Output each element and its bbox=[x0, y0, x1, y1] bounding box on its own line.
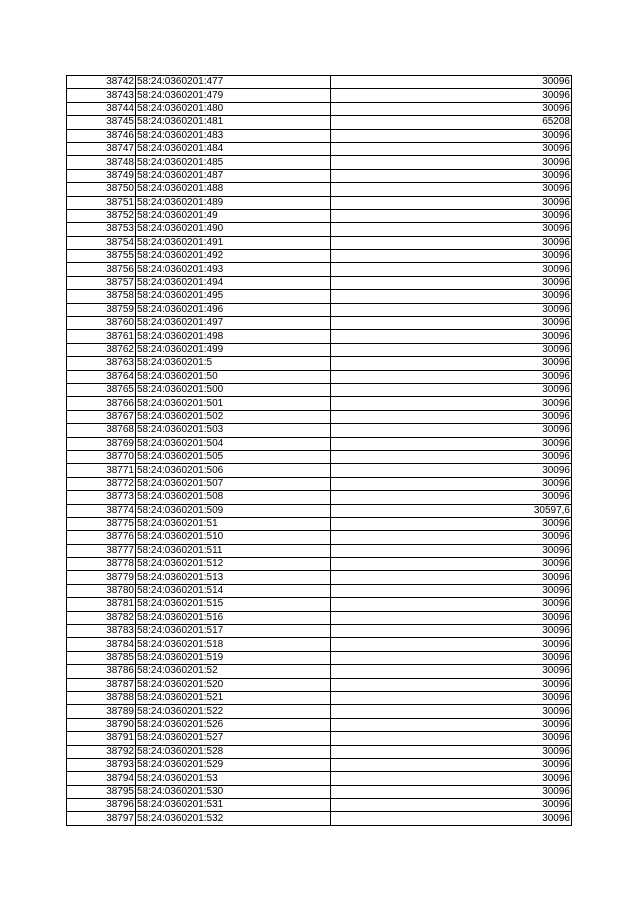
value-cell: 30597,6 bbox=[331, 504, 572, 517]
table-row bbox=[67, 665, 572, 678]
value-cell: 30096 bbox=[331, 223, 572, 236]
table-row bbox=[67, 116, 572, 129]
value-cell: 30096 bbox=[331, 651, 572, 664]
value-cell: 30096 bbox=[331, 799, 572, 812]
cadastral-number-cell: 58:24:0360201:519 bbox=[136, 651, 331, 664]
row-number-cell: 38747 bbox=[67, 142, 136, 155]
cadastral-number-cell: 58:24:0360201:532 bbox=[136, 812, 331, 825]
cadastral-number-cell: 58:24:0360201:526 bbox=[136, 718, 331, 731]
table-row bbox=[67, 410, 572, 423]
value-cell: 30096 bbox=[331, 584, 572, 597]
cadastral-number-cell: 58:24:0360201:529 bbox=[136, 758, 331, 771]
row-number-cell: 38781 bbox=[67, 598, 136, 611]
value-cell: 30096 bbox=[331, 598, 572, 611]
value-cell: 30096 bbox=[331, 665, 572, 678]
row-number-cell: 38773 bbox=[67, 491, 136, 504]
cadastral-number-cell: 58:24:0360201:516 bbox=[136, 611, 331, 624]
value-cell: 30096 bbox=[331, 705, 572, 718]
cadastral-number-cell: 58:24:0360201:506 bbox=[136, 464, 331, 477]
row-number-cell: 38760 bbox=[67, 317, 136, 330]
value-cell: 30096 bbox=[331, 209, 572, 222]
cadastral-number-cell: 58:24:0360201:498 bbox=[136, 330, 331, 343]
table-row bbox=[67, 303, 572, 316]
row-number-cell: 38788 bbox=[67, 691, 136, 704]
value-cell: 30096 bbox=[331, 812, 572, 825]
row-number-cell: 38753 bbox=[67, 223, 136, 236]
table-row bbox=[67, 678, 572, 691]
value-cell: 30096 bbox=[331, 638, 572, 651]
row-number-cell: 38795 bbox=[67, 785, 136, 798]
value-cell: 30096 bbox=[331, 183, 572, 196]
table-row bbox=[67, 357, 572, 370]
cadastral-number-cell: 58:24:0360201:484 bbox=[136, 142, 331, 155]
table-row bbox=[67, 370, 572, 383]
value-cell: 30096 bbox=[331, 611, 572, 624]
table-row bbox=[67, 169, 572, 182]
table-row bbox=[67, 718, 572, 731]
cadastral-number-cell: 58:24:0360201:53 bbox=[136, 772, 331, 785]
value-cell: 30096 bbox=[331, 464, 572, 477]
table-row bbox=[67, 76, 572, 89]
value-cell: 30096 bbox=[331, 732, 572, 745]
row-number-cell: 38787 bbox=[67, 678, 136, 691]
cadastral-number-cell: 58:24:0360201:487 bbox=[136, 169, 331, 182]
table-row bbox=[67, 142, 572, 155]
cadastral-number-cell: 58:24:0360201:491 bbox=[136, 236, 331, 249]
table-row bbox=[67, 236, 572, 249]
value-cell: 30096 bbox=[331, 437, 572, 450]
row-number-cell: 38776 bbox=[67, 531, 136, 544]
table-row bbox=[67, 156, 572, 169]
cadastral-number-cell: 58:24:0360201:517 bbox=[136, 625, 331, 638]
row-number-cell: 38779 bbox=[67, 571, 136, 584]
cadastral-number-cell: 58:24:0360201:530 bbox=[136, 785, 331, 798]
cadastral-number-cell: 58:24:0360201:495 bbox=[136, 290, 331, 303]
cadastral-number-cell: 58:24:0360201:500 bbox=[136, 383, 331, 396]
cadastral-number-cell: 58:24:0360201:51 bbox=[136, 517, 331, 530]
row-number-cell: 38759 bbox=[67, 303, 136, 316]
value-cell: 30096 bbox=[331, 303, 572, 316]
cadastral-number-cell: 58:24:0360201:481 bbox=[136, 116, 331, 129]
cadastral-number-cell: 58:24:0360201:512 bbox=[136, 558, 331, 571]
row-number-cell: 38775 bbox=[67, 517, 136, 530]
cadastral-number-cell: 58:24:0360201:510 bbox=[136, 531, 331, 544]
row-number-cell: 38782 bbox=[67, 611, 136, 624]
cadastral-number-cell: 58:24:0360201:490 bbox=[136, 223, 331, 236]
row-number-cell: 38748 bbox=[67, 156, 136, 169]
cadastral-number-cell: 58:24:0360201:514 bbox=[136, 584, 331, 597]
cadastral-number-cell: 58:24:0360201:518 bbox=[136, 638, 331, 651]
table-row bbox=[67, 531, 572, 544]
row-number-cell: 38746 bbox=[67, 129, 136, 142]
value-cell: 30096 bbox=[331, 424, 572, 437]
cadastral-number-cell: 58:24:0360201:509 bbox=[136, 504, 331, 517]
row-number-cell: 38743 bbox=[67, 89, 136, 102]
value-cell: 30096 bbox=[331, 357, 572, 370]
table-row bbox=[67, 732, 572, 745]
value-cell: 30096 bbox=[331, 571, 572, 584]
cadastral-number-cell: 58:24:0360201:480 bbox=[136, 102, 331, 115]
table-row bbox=[67, 785, 572, 798]
row-number-cell: 38794 bbox=[67, 772, 136, 785]
cadastral-value-table bbox=[66, 75, 572, 826]
value-cell: 30096 bbox=[331, 785, 572, 798]
cadastral-number-cell: 58:24:0360201:504 bbox=[136, 437, 331, 450]
value-cell: 30096 bbox=[331, 678, 572, 691]
cadastral-number-cell: 58:24:0360201:50 bbox=[136, 370, 331, 383]
row-number-cell: 38778 bbox=[67, 558, 136, 571]
table-row bbox=[67, 571, 572, 584]
value-cell: 30096 bbox=[331, 691, 572, 704]
value-cell: 30096 bbox=[331, 76, 572, 89]
row-number-cell: 38771 bbox=[67, 464, 136, 477]
row-number-cell: 38783 bbox=[67, 625, 136, 638]
table-row bbox=[67, 223, 572, 236]
value-cell: 30096 bbox=[331, 102, 572, 115]
value-cell: 30096 bbox=[331, 450, 572, 463]
table-row bbox=[67, 424, 572, 437]
cadastral-number-cell: 58:24:0360201:494 bbox=[136, 276, 331, 289]
value-cell: 30096 bbox=[331, 156, 572, 169]
table-row bbox=[67, 343, 572, 356]
row-number-cell: 38765 bbox=[67, 383, 136, 396]
value-cell: 30096 bbox=[331, 531, 572, 544]
value-cell: 30096 bbox=[331, 169, 572, 182]
row-number-cell: 38791 bbox=[67, 732, 136, 745]
row-number-cell: 38755 bbox=[67, 250, 136, 263]
table-row bbox=[67, 464, 572, 477]
value-cell: 30096 bbox=[331, 317, 572, 330]
cadastral-number-cell: 58:24:0360201:503 bbox=[136, 424, 331, 437]
table-row bbox=[67, 290, 572, 303]
cadastral-number-cell: 58:24:0360201:513 bbox=[136, 571, 331, 584]
row-number-cell: 38766 bbox=[67, 397, 136, 410]
cadastral-number-cell: 58:24:0360201:531 bbox=[136, 799, 331, 812]
table-row bbox=[67, 397, 572, 410]
cadastral-number-cell: 58:24:0360201:485 bbox=[136, 156, 331, 169]
table-row bbox=[67, 625, 572, 638]
table-row bbox=[67, 691, 572, 704]
cadastral-number-cell: 58:24:0360201:507 bbox=[136, 477, 331, 490]
table-row bbox=[67, 89, 572, 102]
value-cell: 30096 bbox=[331, 558, 572, 571]
table-row bbox=[67, 450, 572, 463]
value-cell: 30096 bbox=[331, 276, 572, 289]
value-cell: 30096 bbox=[331, 491, 572, 504]
table-row bbox=[67, 651, 572, 664]
value-cell: 30096 bbox=[331, 544, 572, 557]
table-row bbox=[67, 558, 572, 571]
row-number-cell: 38770 bbox=[67, 450, 136, 463]
value-cell: 30096 bbox=[331, 745, 572, 758]
value-cell: 30096 bbox=[331, 129, 572, 142]
value-cell: 30096 bbox=[331, 196, 572, 209]
table-row bbox=[67, 812, 572, 825]
row-number-cell: 38784 bbox=[67, 638, 136, 651]
row-number-cell: 38763 bbox=[67, 357, 136, 370]
table-row bbox=[67, 638, 572, 651]
row-number-cell: 38777 bbox=[67, 544, 136, 557]
cadastral-number-cell: 58:24:0360201:497 bbox=[136, 317, 331, 330]
row-number-cell: 38751 bbox=[67, 196, 136, 209]
table-row bbox=[67, 437, 572, 450]
row-number-cell: 38786 bbox=[67, 665, 136, 678]
row-number-cell: 38768 bbox=[67, 424, 136, 437]
cadastral-number-cell: 58:24:0360201:477 bbox=[136, 76, 331, 89]
cadastral-number-cell: 58:24:0360201:496 bbox=[136, 303, 331, 316]
value-cell: 30096 bbox=[331, 89, 572, 102]
cadastral-number-cell: 58:24:0360201:521 bbox=[136, 691, 331, 704]
value-cell: 30096 bbox=[331, 718, 572, 731]
table-row bbox=[67, 491, 572, 504]
value-cell: 30096 bbox=[331, 517, 572, 530]
cadastral-number-cell: 58:24:0360201:515 bbox=[136, 598, 331, 611]
cadastral-number-cell: 58:24:0360201:502 bbox=[136, 410, 331, 423]
table-row bbox=[67, 330, 572, 343]
value-cell: 30096 bbox=[331, 142, 572, 155]
row-number-cell: 38764 bbox=[67, 370, 136, 383]
cadastral-number-cell: 58:24:0360201:501 bbox=[136, 397, 331, 410]
value-cell: 30096 bbox=[331, 263, 572, 276]
row-number-cell: 38797 bbox=[67, 812, 136, 825]
value-cell: 30096 bbox=[331, 758, 572, 771]
value-cell: 30096 bbox=[331, 330, 572, 343]
row-number-cell: 38792 bbox=[67, 745, 136, 758]
row-number-cell: 38772 bbox=[67, 477, 136, 490]
row-number-cell: 38789 bbox=[67, 705, 136, 718]
cadastral-number-cell: 58:24:0360201:528 bbox=[136, 745, 331, 758]
table-row bbox=[67, 504, 572, 517]
table-row bbox=[67, 129, 572, 142]
row-number-cell: 38749 bbox=[67, 169, 136, 182]
table-row bbox=[67, 544, 572, 557]
cadastral-number-cell: 58:24:0360201:52 bbox=[136, 665, 331, 678]
table-row bbox=[67, 611, 572, 624]
table-row bbox=[67, 705, 572, 718]
table-row bbox=[67, 250, 572, 263]
value-cell: 30096 bbox=[331, 397, 572, 410]
table-row bbox=[67, 745, 572, 758]
table-row bbox=[67, 102, 572, 115]
row-number-cell: 38750 bbox=[67, 183, 136, 196]
row-number-cell: 38742 bbox=[67, 76, 136, 89]
row-number-cell: 38756 bbox=[67, 263, 136, 276]
cadastral-number-cell: 58:24:0360201:5 bbox=[136, 357, 331, 370]
table-row bbox=[67, 276, 572, 289]
cadastral-number-cell: 58:24:0360201:527 bbox=[136, 732, 331, 745]
table-row bbox=[67, 758, 572, 771]
table-row bbox=[67, 317, 572, 330]
table-row bbox=[67, 517, 572, 530]
value-cell: 30096 bbox=[331, 250, 572, 263]
row-number-cell: 38780 bbox=[67, 584, 136, 597]
row-number-cell: 38785 bbox=[67, 651, 136, 664]
table-row bbox=[67, 477, 572, 490]
table-row bbox=[67, 772, 572, 785]
table-row bbox=[67, 196, 572, 209]
table-row bbox=[67, 209, 572, 222]
cadastral-number-cell: 58:24:0360201:493 bbox=[136, 263, 331, 276]
cadastral-number-cell: 58:24:0360201:488 bbox=[136, 183, 331, 196]
value-cell: 30096 bbox=[331, 236, 572, 249]
table-row bbox=[67, 383, 572, 396]
cadastral-number-cell: 58:24:0360201:492 bbox=[136, 250, 331, 263]
value-cell: 30096 bbox=[331, 477, 572, 490]
value-cell: 30096 bbox=[331, 290, 572, 303]
row-number-cell: 38769 bbox=[67, 437, 136, 450]
row-number-cell: 38752 bbox=[67, 209, 136, 222]
table-body bbox=[67, 76, 572, 826]
cadastral-number-cell: 58:24:0360201:520 bbox=[136, 678, 331, 691]
value-cell: 30096 bbox=[331, 625, 572, 638]
row-number-cell: 38793 bbox=[67, 758, 136, 771]
row-number-cell: 38790 bbox=[67, 718, 136, 731]
cadastral-number-cell: 58:24:0360201:483 bbox=[136, 129, 331, 142]
row-number-cell: 38758 bbox=[67, 290, 136, 303]
row-number-cell: 38744 bbox=[67, 102, 136, 115]
cadastral-number-cell: 58:24:0360201:522 bbox=[136, 705, 331, 718]
row-number-cell: 38757 bbox=[67, 276, 136, 289]
table-row bbox=[67, 598, 572, 611]
value-cell: 30096 bbox=[331, 343, 572, 356]
value-cell: 30096 bbox=[331, 772, 572, 785]
cadastral-number-cell: 58:24:0360201:508 bbox=[136, 491, 331, 504]
row-number-cell: 38761 bbox=[67, 330, 136, 343]
row-number-cell: 38774 bbox=[67, 504, 136, 517]
value-cell: 30096 bbox=[331, 383, 572, 396]
value-cell: 30096 bbox=[331, 370, 572, 383]
row-number-cell: 38762 bbox=[67, 343, 136, 356]
row-number-cell: 38754 bbox=[67, 236, 136, 249]
cadastral-number-cell: 58:24:0360201:479 bbox=[136, 89, 331, 102]
row-number-cell: 38796 bbox=[67, 799, 136, 812]
row-number-cell: 38767 bbox=[67, 410, 136, 423]
row-number-cell: 38745 bbox=[67, 116, 136, 129]
value-cell: 65208 bbox=[331, 116, 572, 129]
value-cell: 30096 bbox=[331, 410, 572, 423]
table-row bbox=[67, 584, 572, 597]
cadastral-number-cell: 58:24:0360201:49 bbox=[136, 209, 331, 222]
table-row bbox=[67, 183, 572, 196]
table-row bbox=[67, 263, 572, 276]
cadastral-number-cell: 58:24:0360201:511 bbox=[136, 544, 331, 557]
cadastral-number-cell: 58:24:0360201:489 bbox=[136, 196, 331, 209]
table-row bbox=[67, 799, 572, 812]
cadastral-number-cell: 58:24:0360201:499 bbox=[136, 343, 331, 356]
cadastral-number-cell: 58:24:0360201:505 bbox=[136, 450, 331, 463]
